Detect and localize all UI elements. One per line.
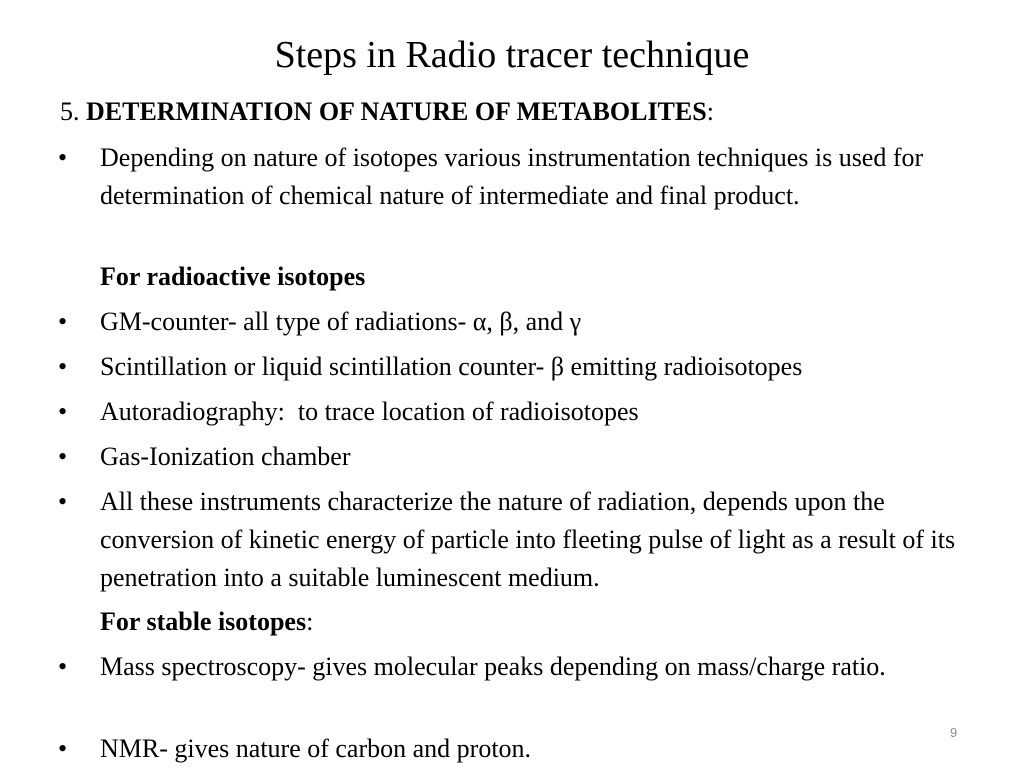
- list-item: [58, 648, 990, 686]
- subheading-radioactive: For radioactive isotopes: [100, 262, 366, 291]
- list-item: [58, 303, 990, 341]
- subheading-stable: [100, 603, 313, 641]
- slide-title: Steps in Radio tracer technique: [274, 34, 750, 76]
- bullet-icon: •: [58, 652, 68, 681]
- subheading-stable-colon: :: [306, 607, 314, 636]
- section-heading: [60, 95, 714, 129]
- list-item-text: All these instruments characterize the nature of radiation, depends upon the conversion of kinetic energy of particle into fleeting pulse of light as a result of its penetration into a suitable luminescent medium.: [100, 487, 956, 592]
- list-item-text: Scintillation or liquid scintillation counter- β emitting radioisotopes: [100, 352, 803, 381]
- section-number: 5.: [60, 97, 80, 126]
- section-heading-text: DETERMINATION OF NATURE OF METABOLITES: [86, 97, 707, 126]
- list-item: [58, 139, 990, 215]
- page-number: 9: [950, 725, 958, 740]
- bullet-icon: •: [58, 352, 68, 381]
- list-item-text: Depending on nature of isotopes various instrumentation techniques is used for determination of chemical nature of intermediate and final product.: [100, 143, 924, 210]
- list-item-text: Autoradiography: to trace location of radioisotopes: [100, 397, 639, 426]
- section-heading-colon: :: [706, 97, 714, 126]
- bullet-icon: •: [58, 397, 68, 426]
- bullet-icon: •: [58, 143, 68, 172]
- list-item: [58, 393, 990, 431]
- list-item: [58, 483, 990, 597]
- list-item-text: GM-counter- all type of radiations- α, β, and γ: [100, 307, 582, 336]
- bullet-icon: •: [58, 307, 68, 336]
- subheading-stable-text: For stable isotopes: [100, 607, 307, 636]
- list-item-text: Gas-Ionization chamber: [100, 442, 351, 471]
- list-item-text: NMR- gives nature of carbon and proton.: [100, 734, 532, 763]
- bullet-icon: •: [58, 734, 68, 763]
- list-item: [58, 348, 990, 386]
- list-item: [58, 438, 990, 476]
- bullet-icon: •: [58, 487, 68, 516]
- bullet-icon: •: [58, 442, 68, 471]
- list-item: [58, 730, 990, 768]
- list-item-text: Mass spectroscopy- gives molecular peaks depending on mass/charge ratio.: [100, 652, 886, 681]
